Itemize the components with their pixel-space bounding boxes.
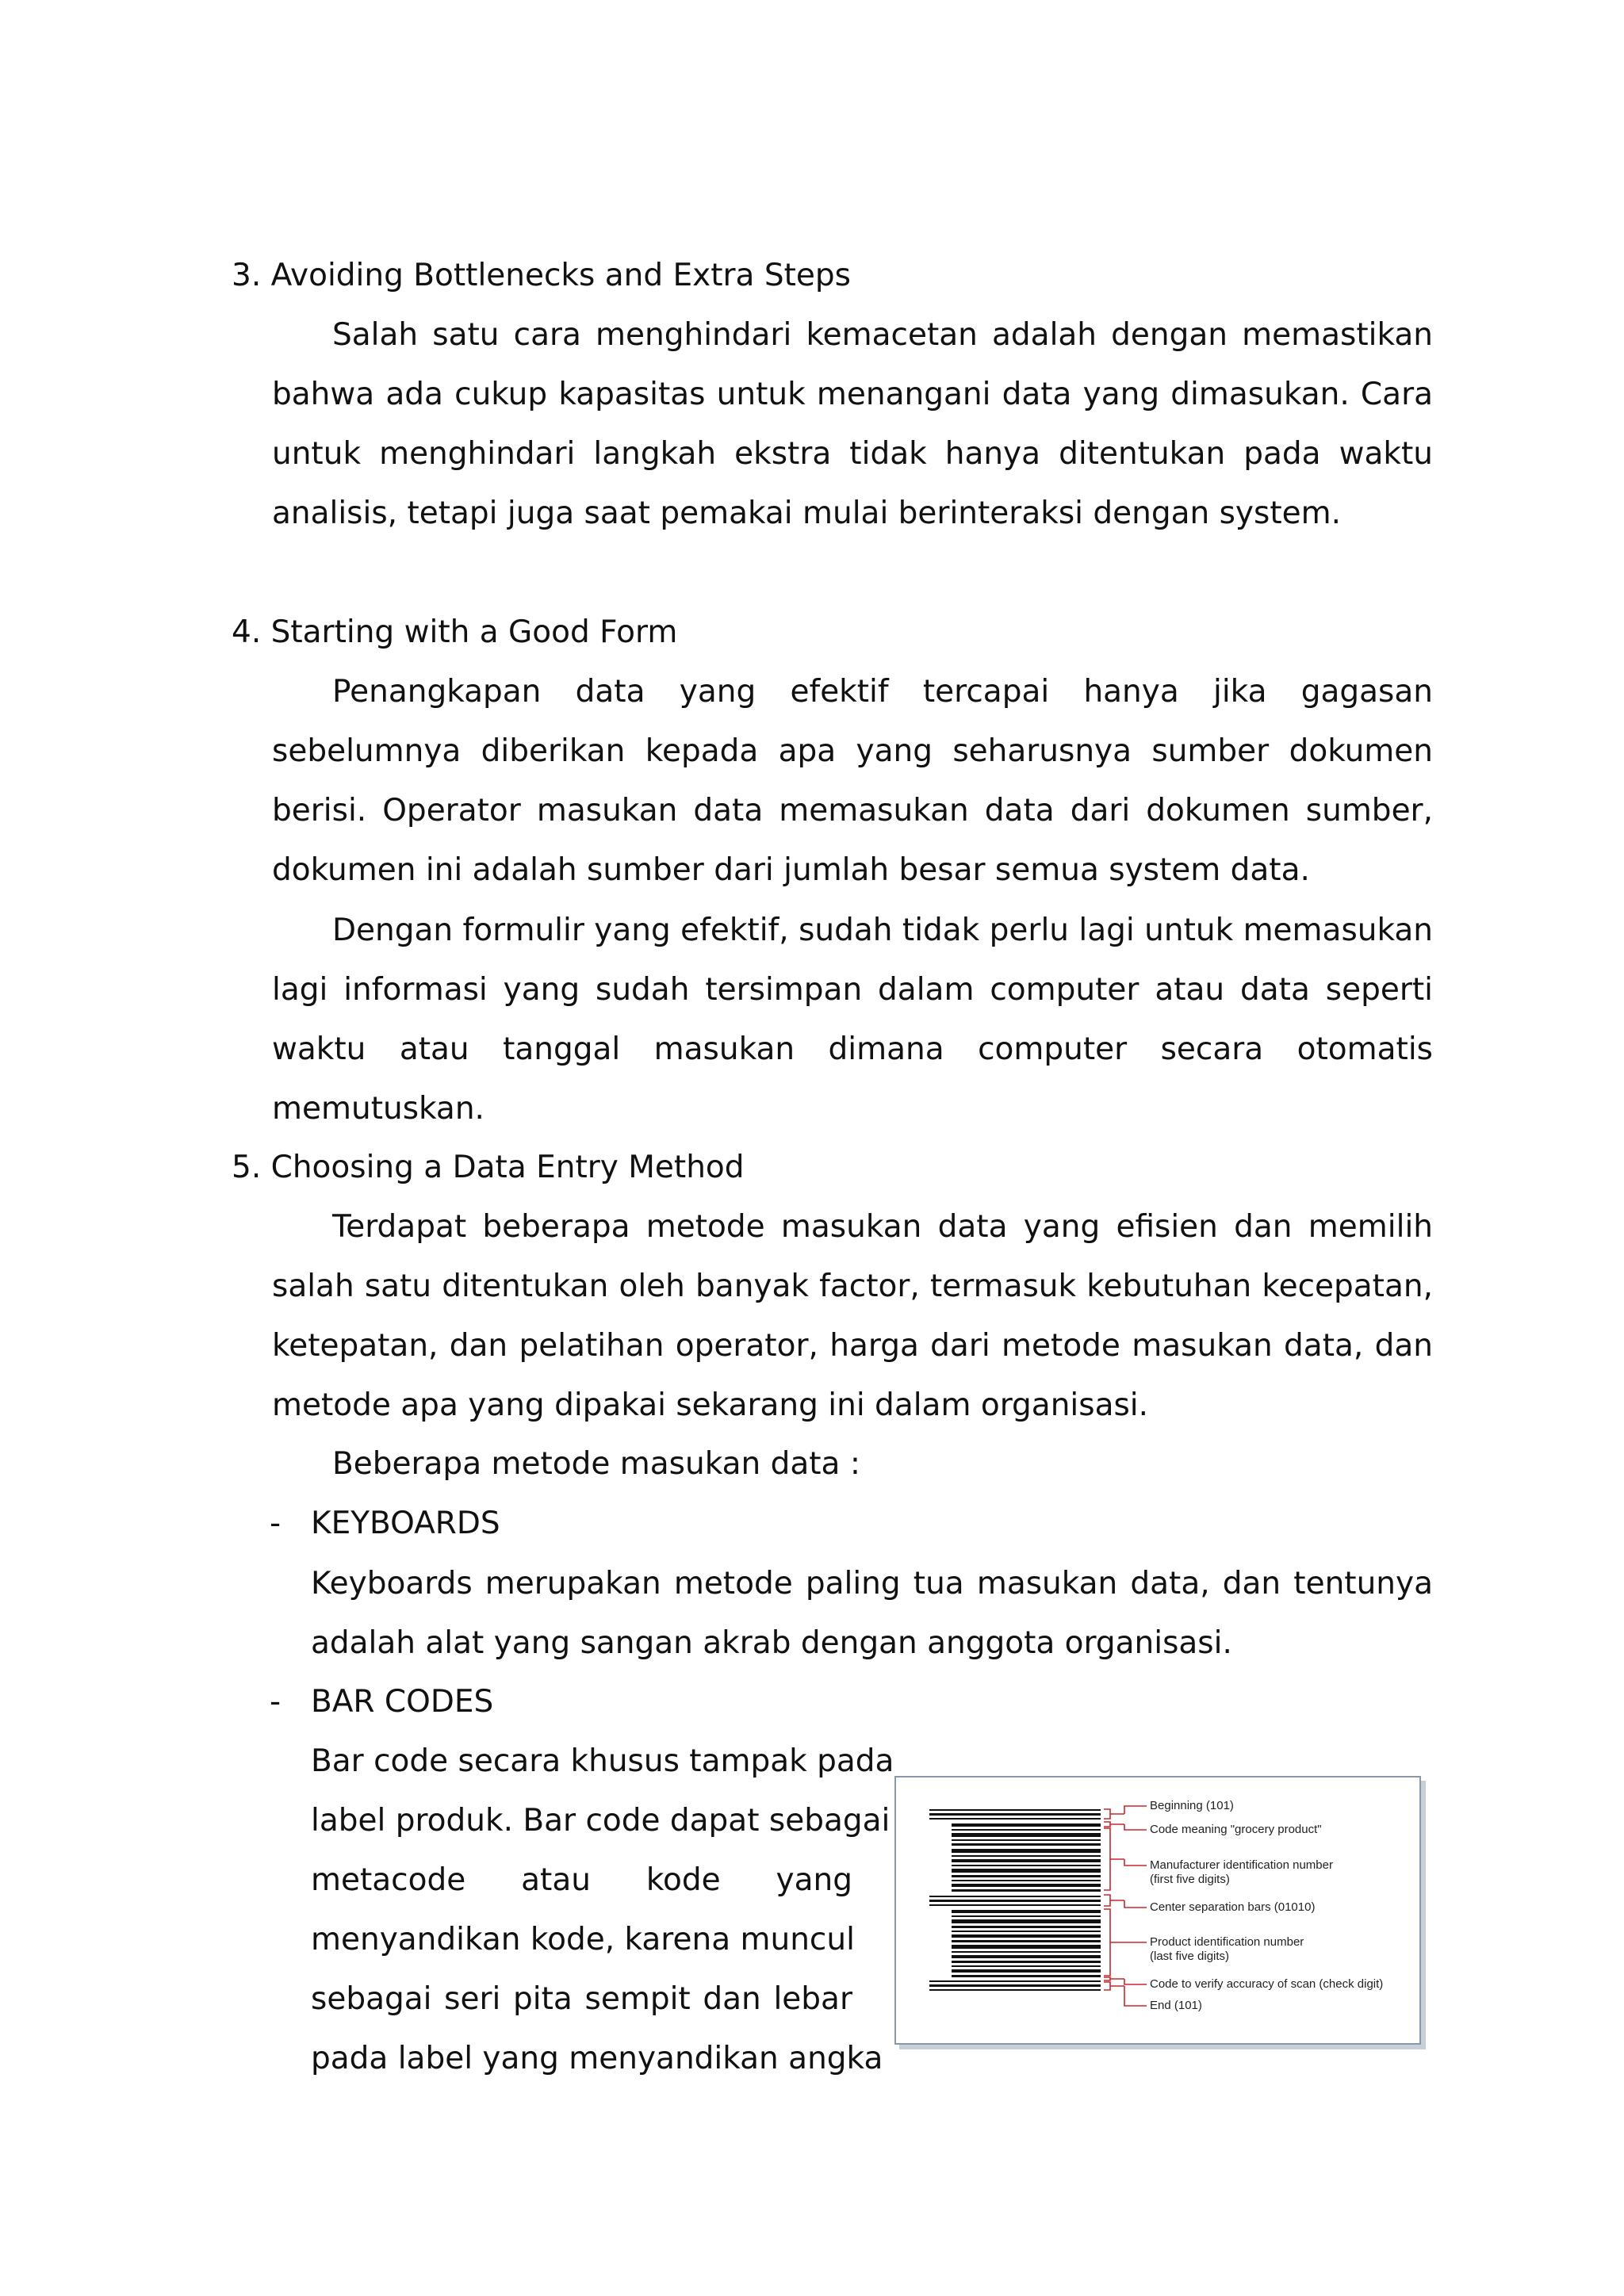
barcodes-text-line: menyandikan kode, karena muncul (311, 1922, 855, 1957)
barcode-stripe (952, 1875, 1101, 1877)
barcode-stripe (929, 1809, 1101, 1811)
barcodes-text-line: sebagai seri pita sempit dan lebar (311, 1981, 852, 2017)
label-code-meaning: Code meaning "grocery product" (1150, 1823, 1322, 1836)
barcode-stripe (952, 1926, 1101, 1928)
barcode-stripe (929, 1896, 1101, 1897)
barcode-stripe (952, 1849, 1101, 1853)
barcode-stripe (929, 1980, 1101, 1982)
section-4-paragraph-2: Dengan formulir yang efektif, sudah tidak perlu lagi untuk memasukan lagi informasi yang sudah tersimpan dalam computer atau data seperti waktu atau tanggal masukan dimana computer secara otomatis memutuskan. (272, 913, 1433, 1127)
barcodes-title: BAR CODES (311, 1684, 494, 1720)
barcode-stripe (952, 1833, 1101, 1837)
barcode-stripe (952, 1823, 1101, 1827)
barcode-stripe (952, 1843, 1101, 1846)
barcodes-text-line: label produk. Bar code dapat sebagai (311, 1803, 891, 1839)
section-3-paragraph: Salah satu cara menghindari kemacetan adalah dengan memastikan bahwa ada cukup kapasitas untuk menangani data yang dimasukan. Cara untuk menghindari langkah ekstra tidak hanya ditentukan pada waktu analisis, tetapi juga saat pemakai mulai berinteraksi dengan system. (272, 317, 1433, 531)
barcode-stripe (952, 1931, 1101, 1932)
barcode-stripe (952, 1910, 1101, 1913)
keyboards-text: Keyboards merupakan metode paling tua masukan data, dan tentunya adalah alat yang sangan akrab dengan anggota organisasi. (311, 1566, 1433, 1661)
barcodes-text-line: Bar code secara khusus tampak pada (311, 1743, 894, 1779)
label-product: Product identification number (1150, 1935, 1304, 1949)
callout-bracket (1104, 1806, 1147, 1819)
section-3-heading: 3. Avoiding Bottlenecks and Extra Steps (232, 258, 851, 293)
callout-bracket (1104, 1982, 1147, 2006)
label-end: End (101) (1150, 1999, 1202, 2012)
barcode-stripe (929, 1904, 1101, 1906)
barcode-stripe (929, 1813, 1101, 1816)
barcode-bars (929, 1809, 1101, 1991)
section-4-paragraph-1: Penangkapan data yang efektif tercapai hanya jika gagasan sebelumnya diberikan kepada apa yang seharusnya sumber dokumen berisi. Operator masukan data memasukan data dari dokumen sumber, dokumen ini adalah sumber dari jumlah besar semua system data. (272, 674, 1433, 888)
barcode-stripe (952, 1915, 1101, 1917)
barcodes-text-line: pada label yang menyandikan angka (311, 2041, 883, 2076)
barcode-diagram-svg (896, 1777, 1419, 2043)
keyboards-title: KEYBOARDS (311, 1506, 500, 1541)
callout-bracket (1104, 1895, 1147, 1908)
barcode-stripe (929, 1989, 1101, 1991)
barcode-stripe (952, 1884, 1101, 1887)
label-product-sub: (last five digits) (1150, 1950, 1230, 1963)
callout-bracket (1104, 1909, 1147, 1976)
section-5-paragraph-1: Terdapat beberapa metode masukan data yang efisien dan memilih salah satu ditentukan oleh banyak factor, termasuk kebutuhan kecepatan, ketepatan, dan pelatihan operator, harga dari metode masukan data, dan metode apa yang dipakai sekarang ini dalam organisasi. (272, 1209, 1433, 1423)
barcode-stripe (952, 1945, 1101, 1949)
barcode-diagram (894, 1776, 1421, 2045)
callout-bracket (1104, 1828, 1147, 1890)
label-verify: Code to verify accuracy of scan (check digit) (1150, 1977, 1384, 1991)
section-5-heading: 5. Choosing a Data Entry Method (232, 1150, 745, 1185)
barcode-callout-brackets (1104, 1806, 1147, 2006)
barcode-stripe (929, 1984, 1101, 1987)
bullet-dash: - (270, 1506, 282, 1541)
barcode-stripe (952, 1829, 1101, 1831)
barcode-stripe (952, 1934, 1101, 1938)
bullet-dash: - (270, 1684, 282, 1720)
barcode-stripe (952, 1839, 1101, 1841)
label-beginning: Beginning (101) (1150, 1799, 1234, 1812)
barcode-stripe (952, 1965, 1101, 1967)
barcodes-text-line: metacode atau kode yang (311, 1862, 852, 1898)
barcode-stripe (952, 1951, 1101, 1953)
barcode-stripe (952, 1865, 1101, 1866)
label-center: Center separation bars (01010) (1150, 1900, 1316, 1914)
label-manufacturer: Manufacturer identification number (1150, 1858, 1333, 1872)
barcode-stripe (952, 1955, 1101, 1958)
barcode-stripe (929, 1818, 1101, 1820)
methods-intro: Beberapa metode masukan data : (332, 1446, 860, 1482)
barcode-stripe (952, 1869, 1101, 1873)
barcode-stripe (952, 1859, 1101, 1862)
barcode-stripe (952, 1880, 1101, 1881)
barcode-stripe (929, 1900, 1101, 1902)
barcode-stripe (952, 1889, 1101, 1892)
barcode-stripe (952, 1969, 1101, 1973)
barcode-stripe (952, 1961, 1101, 1963)
barcode-stripe (952, 1919, 1101, 1923)
label-manufacturer-sub: (first five digits) (1150, 1873, 1230, 1886)
barcode-stripe (952, 1940, 1101, 1942)
barcode-stripe (952, 1855, 1101, 1857)
barcode-stripe (952, 1975, 1101, 1977)
section-4-heading: 4. Starting with a Good Form (232, 614, 678, 650)
